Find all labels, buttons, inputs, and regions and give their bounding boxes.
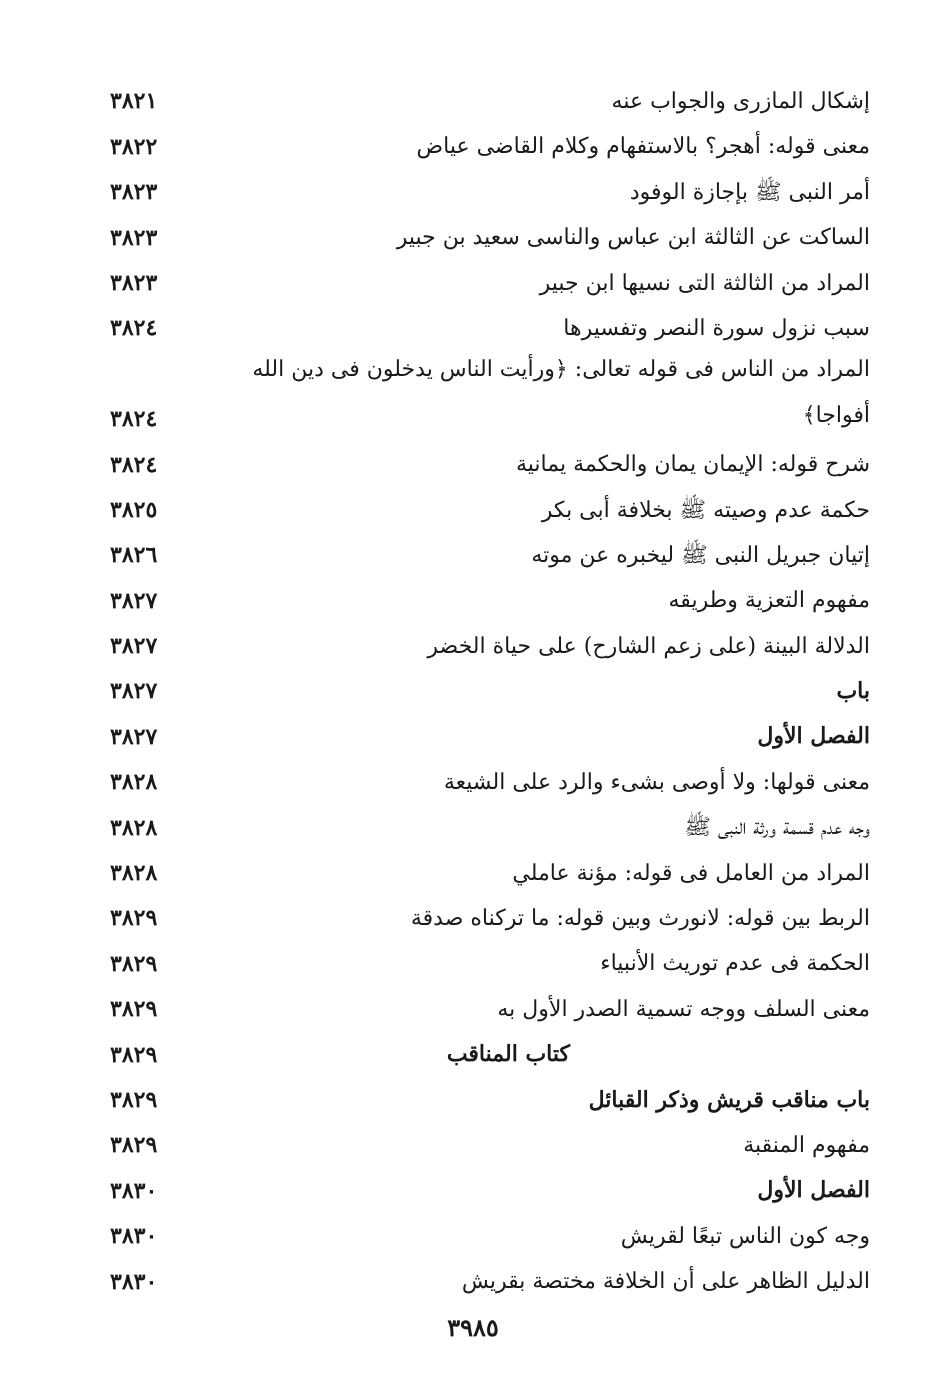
toc-row (110, 935, 870, 980)
toc-entry-page: ٣٨٢٧ (110, 587, 158, 614)
toc-entry-title: معنى السلف ووجه تسمية الصدر الأول به (497, 996, 870, 1022)
toc-entry-page: ٣٨٢٦ (110, 542, 158, 569)
toc-row (110, 572, 870, 617)
toc-entry-title: الحكمة فى عدم توريث الأنبياء (600, 951, 870, 977)
toc-row (110, 799, 870, 844)
toc-row (110, 1162, 870, 1207)
toc-row (110, 1072, 870, 1117)
toc-entry-title: معنى قولها: ولا أوصى بشىء والرد على الشيعة (443, 769, 870, 795)
toc-entry-page: ٣٨٢١ (110, 88, 158, 115)
toc-row (110, 527, 870, 572)
toc-entry-page: ٣٨٢٤ (110, 315, 158, 342)
toc-entry-title: المراد من الثالثة التى نسيها ابن جبير (539, 270, 870, 296)
toc-row (110, 345, 870, 436)
toc-entry-page: ٣٨٢٩ (110, 996, 158, 1023)
toc-entry-title: الدلالة البينة (على زعم الشارح) على حياة الخضر (427, 633, 870, 659)
toc-entry-title: وجه كون الناس تبعًا لقريش (620, 1223, 870, 1249)
toc-entry-page: ٣٨٢٩ (110, 1041, 158, 1068)
toc-row (110, 1208, 870, 1253)
toc-row (110, 890, 870, 935)
toc-row (110, 255, 870, 300)
table-of-contents (110, 73, 870, 1299)
toc-entry-title: الدليل الظاهر على أن الخلافة مختصة بقريش (461, 1269, 870, 1295)
toc-entry-title: المراد من العامل فى قوله: مؤنة عاملي (512, 860, 870, 886)
toc-entry-title: أمر النبى ﷺ بإجازة الوفود (629, 179, 870, 205)
toc-row (110, 981, 870, 1026)
toc-entry-title: باب مناقب قريش وذكر القبائل (588, 1086, 870, 1113)
toc-entry-page: ٣٨٢٣ (110, 179, 158, 206)
toc-entry-page: ٣٨٢٨ (110, 769, 158, 796)
toc-entry-title: معنى قوله: أهجر؟ بالاستفهام وكلام القاضى عياض (416, 134, 870, 160)
toc-entry-page: ٣٨٢٩ (110, 905, 158, 932)
toc-entry-page: ٣٨٢٥ (110, 496, 158, 523)
toc-entry-title: باب (836, 678, 870, 705)
toc-row (110, 482, 870, 527)
toc-row (110, 754, 870, 799)
toc-row (110, 1026, 870, 1071)
toc-entry-page: ٣٨٢٣ (110, 224, 158, 251)
toc-row (110, 708, 870, 753)
toc-entry-title: إشكال المازرى والجواب عنه (611, 89, 870, 114)
toc-entry-title: المراد من الناس فى قوله تعالى: ﴿ورأيت الناس يدخلون فى دين الله أفواجا﴾ (252, 357, 870, 428)
toc-entry-page: ٣٨٢٤ (110, 451, 158, 478)
toc-entry-page: ٣٨٢٩ (110, 950, 158, 977)
toc-row (110, 300, 870, 345)
toc-entry-title: مفهوم المنقبة (743, 1133, 870, 1158)
toc-entry-title: الفصل الأول (757, 723, 870, 750)
toc-entry-title: كتاب المناقب (446, 1041, 570, 1068)
toc-entry-title: الساكت عن الثالثة ابن عباس والناسى سعيد بن جبير (396, 225, 870, 251)
toc-row (110, 1117, 870, 1162)
toc-row (110, 436, 870, 481)
toc-row (110, 1253, 870, 1298)
toc-entry-title: حكمة عدم وصيته ﷺ بخلافة أبى بكر (541, 497, 870, 523)
toc-entry-page: ٣٨٣٠ (110, 1223, 158, 1250)
toc-row (110, 118, 870, 163)
toc-entry-title: إتيان جبريل النبى ﷺ ليخبره عن موته (531, 542, 870, 568)
toc-entry-page: ٣٨٣٠ (110, 1177, 158, 1204)
toc-row (110, 663, 870, 708)
toc-entry-title: سبب نزول سورة النصر وتفسيرها (563, 315, 870, 341)
toc-entry-page: ٣٨٣٠ (110, 1268, 158, 1295)
toc-entry-page: ٣٨٢٤ (110, 406, 158, 433)
toc-entry-page: ٣٨٢٨ (110, 814, 158, 841)
toc-row (110, 618, 870, 663)
toc-entry-page: ٣٨٢٧ (110, 723, 158, 750)
toc-row (110, 209, 870, 254)
page-number: ٣٩٨٥ (447, 1313, 499, 1342)
toc-entry-page: ٣٨٢٧ (110, 633, 158, 660)
toc-entry-page: ٣٨٢٨ (110, 860, 158, 887)
toc-entry-page: ٣٨٢٩ (110, 1087, 158, 1113)
toc-row (110, 164, 870, 209)
toc-entry-page: ٣٨٢٧ (110, 678, 158, 705)
toc-entry-page: ٣٨٢٢ (110, 133, 158, 160)
toc-entry-page: ٣٨٢٩ (110, 1132, 158, 1159)
toc-row (110, 845, 870, 890)
toc-entry-title: الفصل الأول (757, 1177, 870, 1204)
toc-entry-title: مفهوم التعزية وطريقه (668, 588, 870, 614)
toc-row (110, 73, 870, 118)
toc-entry-title: وجه عدم قسمة ورثة النبى ﷺ (684, 815, 870, 841)
toc-entry-page: ٣٨٢٣ (110, 269, 158, 296)
toc-entry-title: الربط بين قوله: لانورث وبين قوله: ما تركناه صدقة (410, 906, 870, 932)
toc-entry-title: شرح قوله: الإيمان يمان والحكمة يمانية (516, 452, 870, 478)
